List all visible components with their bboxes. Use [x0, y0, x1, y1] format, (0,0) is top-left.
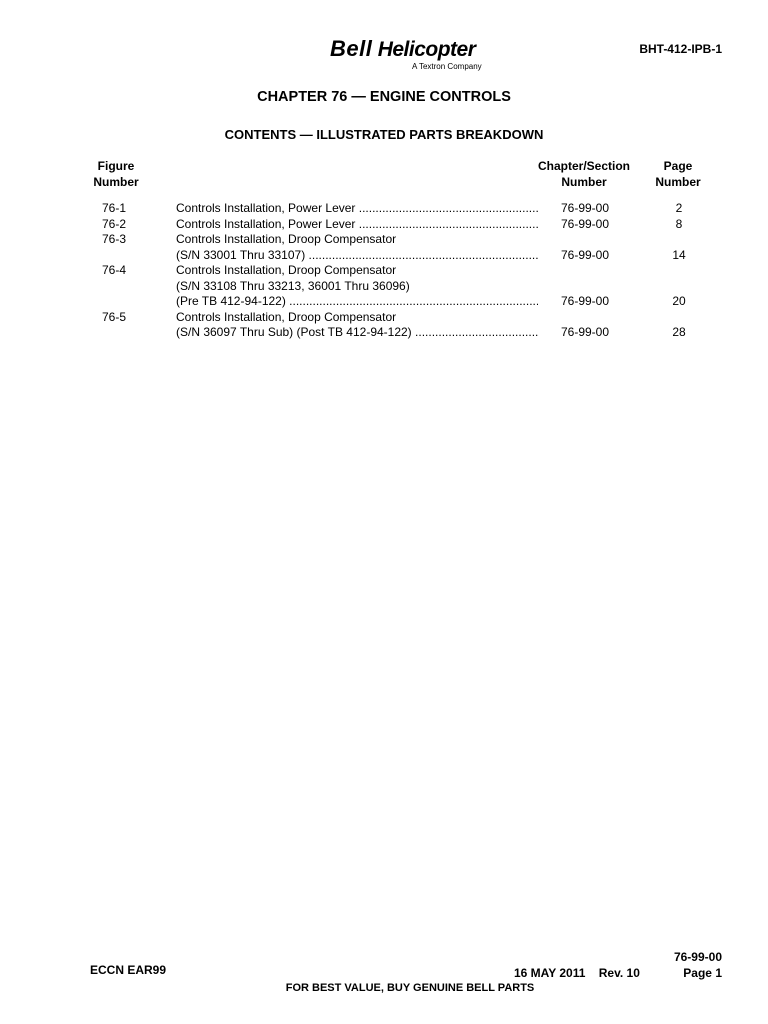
chapter-section-header — [524, 158, 644, 190]
page-header-line2: Number — [655, 175, 701, 189]
entry-title-line: Controls Installation, Droop Compensator — [176, 232, 397, 246]
contents-entry — [0, 310, 768, 341]
entry-title-line: Controls Installation, Droop Compensator — [176, 263, 397, 277]
figure-number: 76-1 — [101, 201, 127, 215]
logo-tagline: A Textron Company — [412, 62, 482, 71]
contents-entry — [0, 263, 768, 310]
entry-title-line: (S/N 33108 Thru 33213, 36001 Thru 36096) — [176, 278, 410, 293]
entry-title-line: Controls Installation, Power Lever ..... — [176, 201, 538, 217]
bell-helicopter-logo — [330, 38, 490, 72]
logo-wordmark — [330, 38, 490, 61]
figure-number: 76-4 — [101, 263, 127, 277]
footer-date: 16 MAY 2011 — [514, 966, 586, 980]
contents-list — [0, 201, 768, 341]
figure-number: 76-2 — [101, 216, 127, 231]
page-number: 28 — [672, 325, 686, 339]
footer-date-revision — [514, 966, 640, 980]
figure-number: 76-5 — [101, 309, 127, 324]
contents-entry — [0, 232, 768, 263]
entry-title-line: (Pre TB 412-94-122) ..... — [176, 294, 538, 310]
document-id: BHT-412-IPB-1 — [639, 42, 722, 56]
footer-revision: Rev. 10 — [598, 966, 640, 980]
entry-title-line: (S/N 36097 Thru Sub) (Post TB 412-94-122) ..... — [176, 325, 538, 341]
figure-header-line1: Figure — [97, 159, 135, 173]
page-number: 2 — [675, 201, 683, 215]
footer-page-number: Page 1 — [683, 966, 722, 980]
chapter-header-line1: Chapter/Section — [537, 159, 630, 173]
figure-header-line2: Number — [93, 175, 139, 189]
page-header-line1: Page — [663, 159, 693, 173]
logo-brand: Bell — [330, 36, 373, 61]
entry-title — [176, 232, 538, 263]
entry-title — [176, 263, 538, 310]
chapter-section-number: 76-99-00 — [560, 201, 610, 215]
logo-product: Helicopter — [377, 38, 476, 61]
chapter-section-number: 76-99-00 — [560, 294, 610, 308]
figure-number: 76-3 — [101, 232, 127, 246]
entry-title — [176, 217, 538, 233]
page-number: 14 — [672, 247, 686, 262]
chapter-section-number: 76-99-00 — [560, 216, 610, 231]
entry-title-line: (S/N 33001 Thru 33107) ..... — [176, 248, 538, 264]
contents-entry — [0, 217, 768, 233]
entry-title-line: Controls Installation, Power Lever ..... — [176, 217, 538, 233]
chapter-header-line2: Number — [561, 175, 607, 189]
footer-slogan: FOR BEST VALUE, BUY GENUINE BELL PARTS — [285, 982, 535, 994]
figure-number-header — [78, 158, 154, 190]
chapter-section-number: 76-99-00 — [560, 247, 610, 262]
chapter-title: CHAPTER 76 — ENGINE CONTROLS — [257, 89, 511, 105]
entry-title-line: Controls Installation, Droop Compensator — [176, 309, 397, 324]
footer-chapter-section: 76-99-00 — [673, 950, 722, 964]
entry-title — [176, 201, 538, 217]
page-number-header — [648, 158, 708, 190]
contents-entry — [0, 201, 768, 217]
contents-title: CONTENTS — ILLUSTRATED PARTS BREAKDOWN — [224, 127, 544, 142]
entry-title — [176, 310, 538, 341]
footer-eccn: ECCN EAR99 — [90, 963, 167, 977]
page-number: 8 — [675, 216, 683, 231]
chapter-section-number: 76-99-00 — [560, 325, 610, 339]
page-number: 20 — [672, 294, 686, 308]
